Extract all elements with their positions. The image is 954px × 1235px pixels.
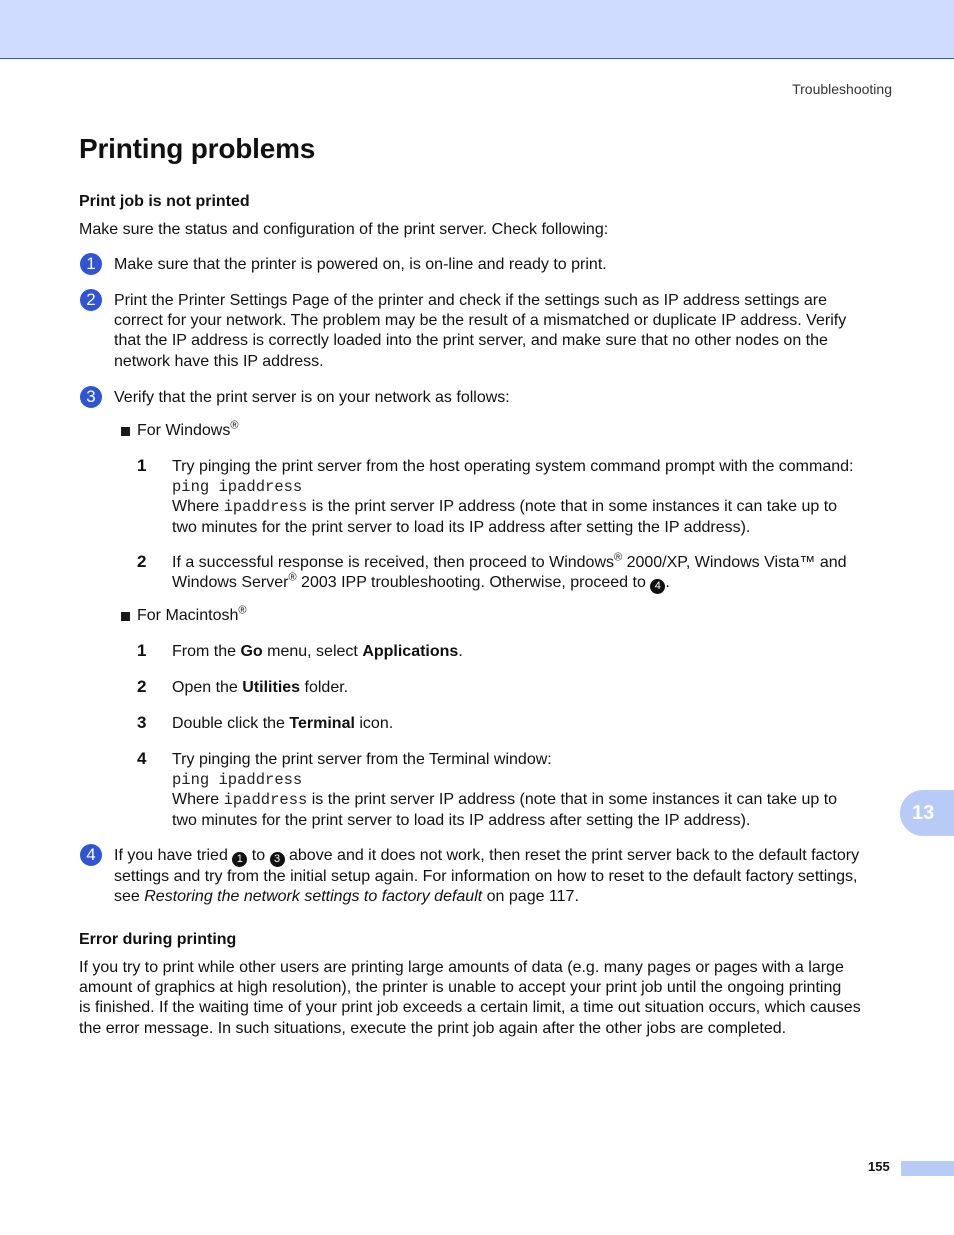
mac-label [137,606,246,626]
error-paragraph-line: amount of graphics at high resolution), the printer is unable to accept your print job until the ongoing printing [79,979,842,997]
registered-mark: ® [230,419,239,432]
mac-substep-4-line [172,790,902,810]
intro-text: Make sure the status and configuration of the print server. Check following: [79,221,609,238]
registered-mark: ® [288,571,297,584]
header-band [0,0,954,59]
step-4-line [114,887,904,907]
step-3-text: Verify that the print server is on your network as follows: [114,389,510,406]
text-fragment: 2003 IPP troubleshooting. Otherwise, proceed to [301,574,646,592]
mac-substep-2 [172,678,348,698]
factory-reset-link[interactable]: Restoring the network settings to factory default [144,888,483,906]
text-fragment: 2000/XP, Windows Vista™ and [626,554,847,571]
windows-substep-2-line [172,573,902,594]
step-4-line [114,846,904,867]
text-fragment: Double click the [172,715,285,732]
step-ref-4-link[interactable]: 4 [650,579,665,594]
bullet-icon [121,427,130,436]
footer-bar [901,1161,954,1176]
text-fragment: folder. [304,679,349,696]
running-header: Troubleshooting [792,81,892,97]
text-fragment: If a successful response is received, then proceed to Windows [172,554,614,571]
step-marker-1: 1 [80,253,102,275]
error-paragraph-line: is finished. If the waiting time of your print job exceeds a certain limit, a time out situation occurs, which causes [79,999,861,1017]
where-text: is the print server IP address (note that in some instances it can take up to [311,791,838,809]
step-2-line: correct for your network. The problem may be the result of a mismatched or duplicate IP address. Verify [114,312,847,330]
terminal-label: Terminal [289,715,355,732]
mac-substep-3 [172,714,393,734]
registered-mark: ® [238,604,247,617]
page-number: 155 [868,1159,890,1174]
mac-substep-number-1: 1 [137,641,147,660]
step-2-line: Print the Printer Settings Page of the printer and check if the settings such as IP address settings are [114,292,827,309]
text-fragment: From the [172,643,237,660]
windows-substep-number-1: 1 [137,456,147,475]
mac-substep-number-2: 2 [137,677,147,696]
text-fragment: see [114,888,140,906]
page-title: Printing problems [79,133,316,164]
section-heading-error: Error during printing [79,931,237,948]
text-fragment: If you have tried [114,847,228,864]
mac-substep-number-3: 3 [137,713,147,732]
step-ref-1-link[interactable]: 1 [232,852,247,867]
windows-substep-1 [172,457,902,538]
text-fragment: . [458,643,463,660]
step-1-text: Make sure that the printer is powered on, is on-line and ready to print. [114,256,607,273]
registered-mark: ® [614,551,623,564]
windows-substep-1-line: two minutes for the print server to load its IP address after setting the IP address). [172,518,751,536]
error-paragraph [79,958,899,1039]
step-2-text [114,291,894,372]
where-label: Where [172,791,220,809]
text-fragment: Open the [172,679,238,696]
text-fragment: icon. [359,715,394,732]
text-fragment: Windows Server [172,574,289,592]
text-fragment: menu, select [267,643,358,660]
section-heading-print-job: Print job is not printed [79,193,250,210]
windows-label [137,421,238,441]
go-menu-label: Go [240,643,263,660]
ipaddress-var: ipaddress [223,791,308,810]
error-paragraph-line: the error message. In such situations, execute the print job again after the other jobs are completed. [79,1019,787,1037]
mac-substep-4-line: Try pinging the print server from the Terminal window: [172,751,552,768]
utilities-label: Utilities [242,679,301,696]
text-fragment: to [251,847,266,864]
mac-substep-4 [172,750,902,831]
mac-substep-1 [172,642,463,662]
mac-label-text: For Macintosh [137,607,239,624]
step-marker-3: 3 [80,386,102,408]
error-paragraph-line: If you try to print while other users are printing large amounts of data (e.g. many pages or pages with a large [79,959,844,976]
where-text: is the print server IP address (note that in some instances it can take up to [311,498,838,516]
step-4-text [114,846,904,907]
step-ref-3-link[interactable]: 3 [270,852,285,867]
ipaddress-var: ipaddress [223,498,308,517]
text-fragment: . [665,574,670,592]
text-fragment: above and it does not work, then reset the print server back to the default factory [289,847,860,864]
windows-substep-1-line: Try pinging the print server from the host operating system command prompt with the command: [172,458,854,475]
windows-substep-2 [172,553,902,594]
step-2-line: network have this IP address. [114,352,324,370]
ping-command: ping ipaddress [172,478,303,497]
windows-substep-number-2: 2 [137,552,147,571]
step-marker-2: 2 [80,289,102,311]
mac-substep-number-4: 4 [137,749,147,768]
step-4-line: settings and try from the initial setup again. For information on how to reset to the default factory settings, [114,868,858,885]
windows-label-text: For Windows [137,422,231,439]
ping-command: ping ipaddress [172,771,303,790]
step-marker-4: 4 [80,844,102,866]
text-fragment: on page 117. [486,888,579,906]
windows-substep-1-line [172,497,902,517]
chapter-tab[interactable]: 13 [900,790,954,836]
windows-substep-2-line [172,553,902,573]
step-2-line: that the IP address is correctly loaded into the print server, and make sure that no other nodes on the [114,332,828,350]
bullet-icon [121,612,130,621]
applications-label: Applications [362,643,459,660]
mac-substep-4-line: two minutes for the print server to load its IP address after setting the IP address). [172,811,751,829]
where-label: Where [172,498,220,516]
